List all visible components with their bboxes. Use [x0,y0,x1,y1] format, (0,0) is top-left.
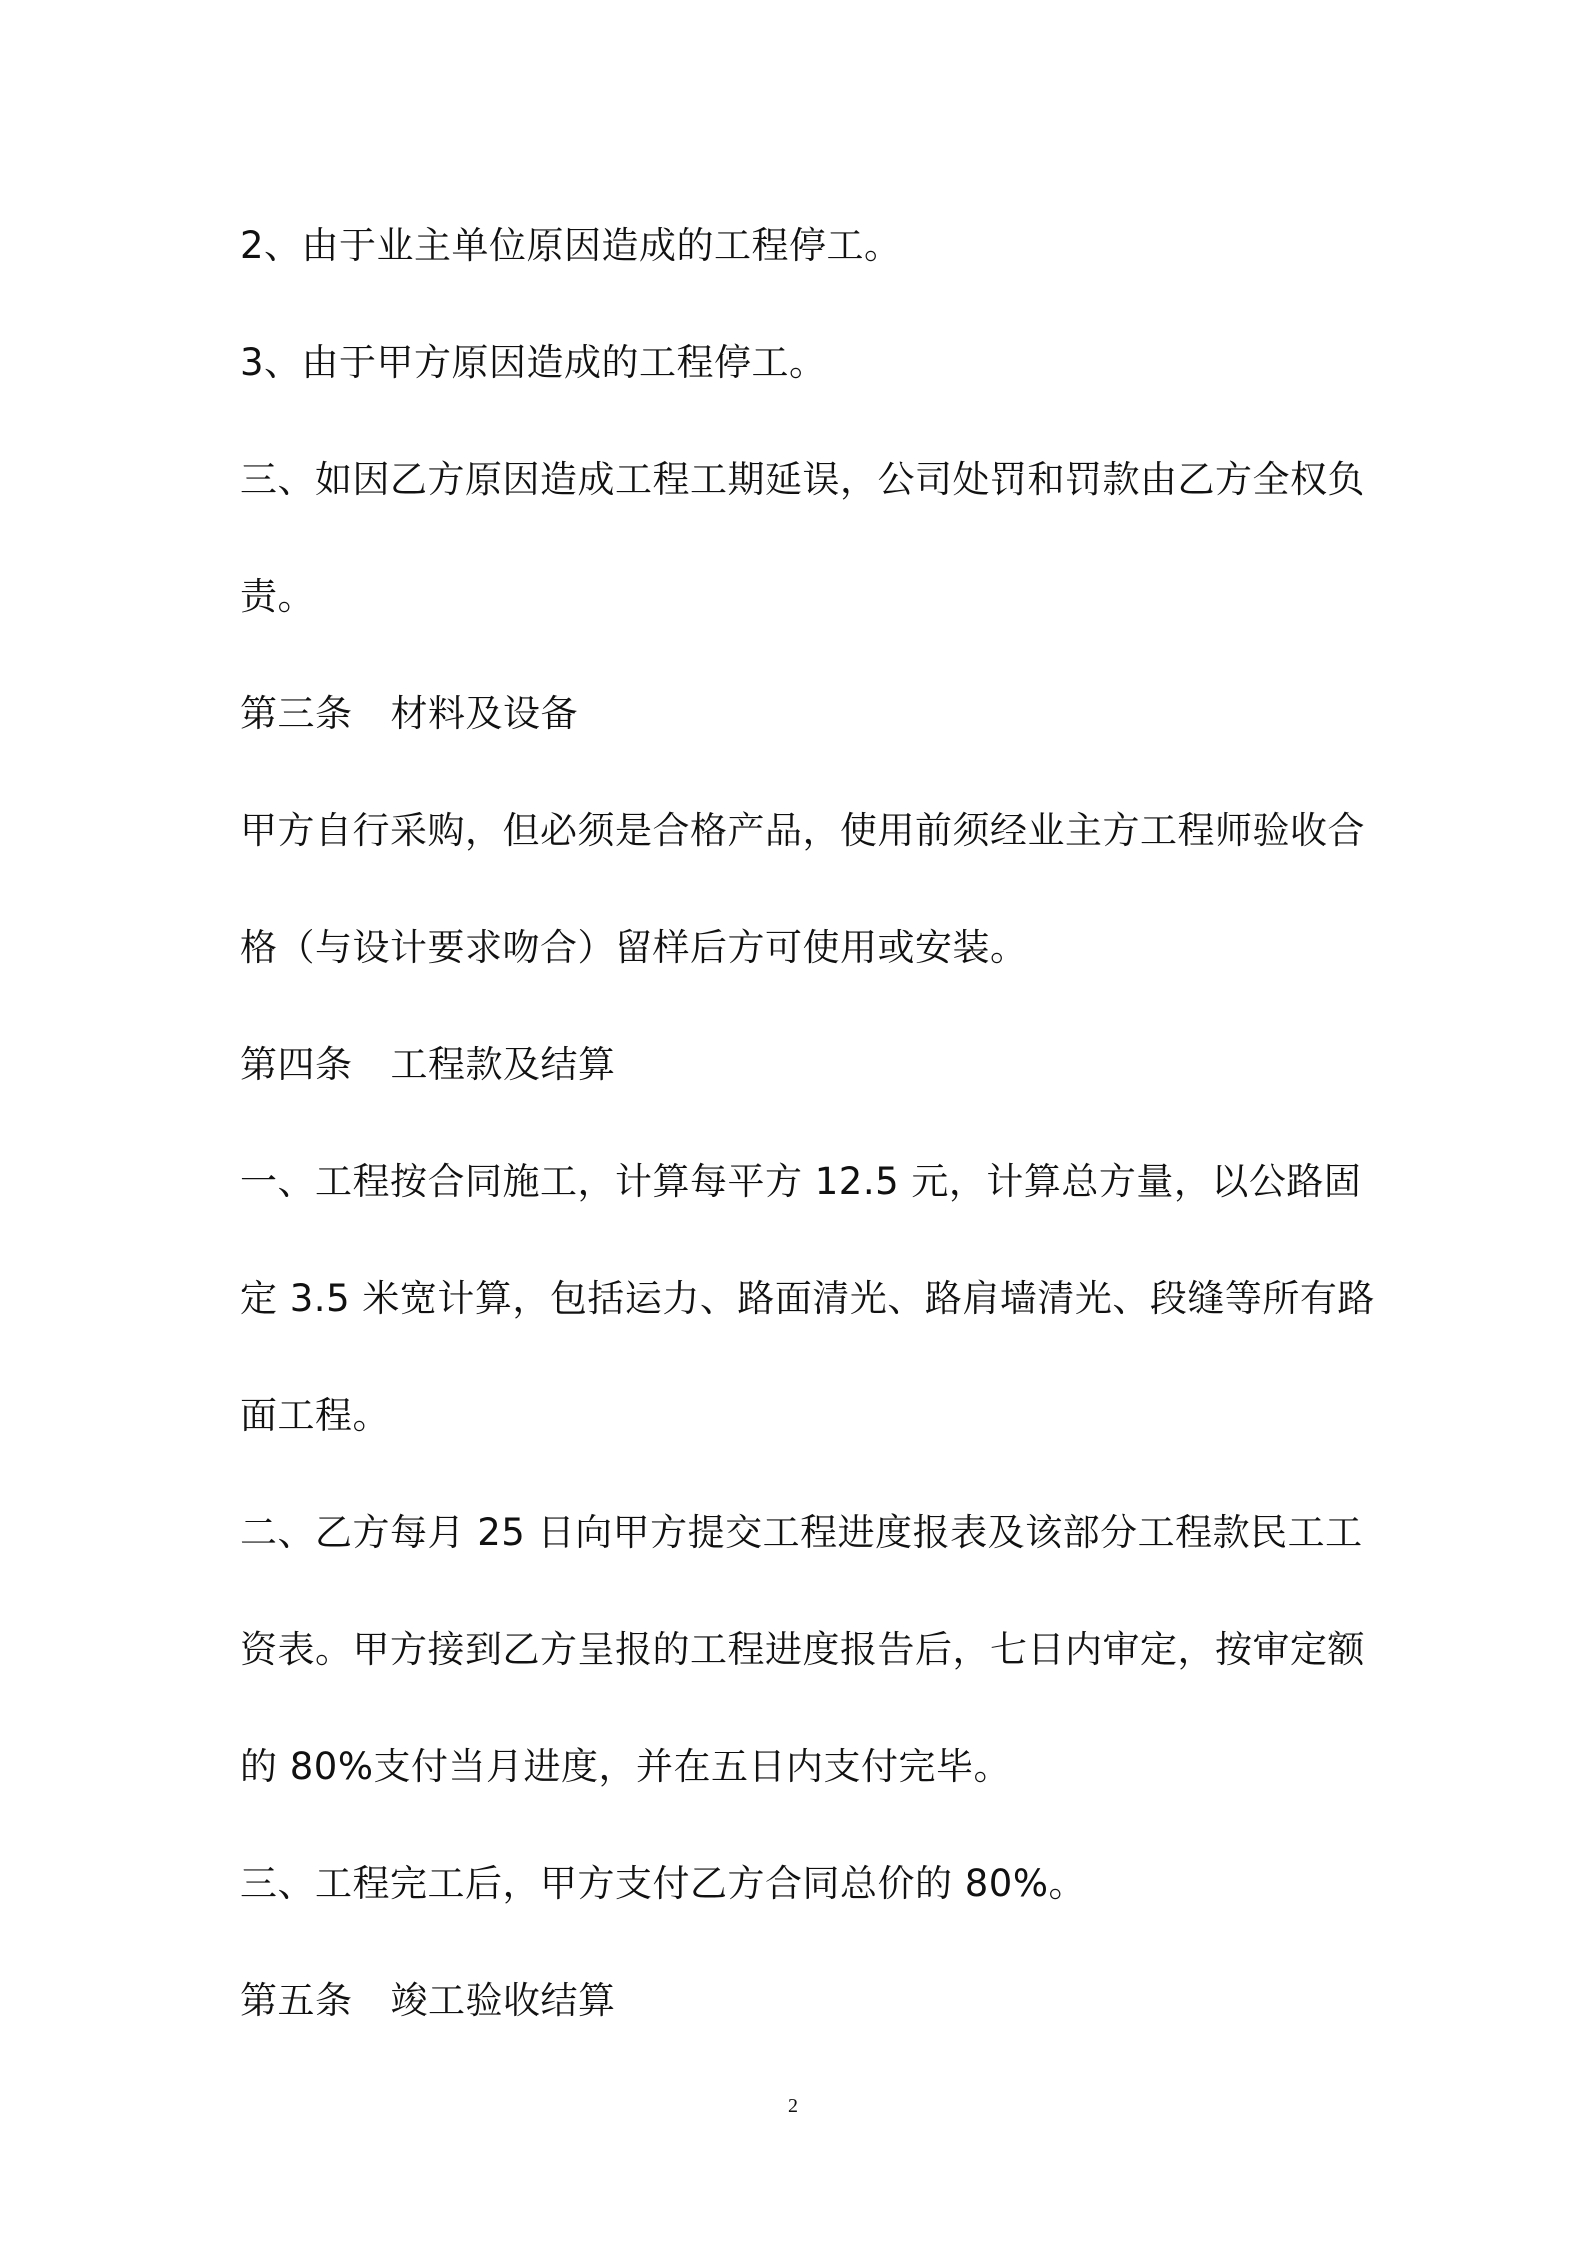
section-heading-5 [240,1977,616,2025]
paragraph-line: 甲方自行采购，但必须是合格产品，使用前须经业主方工程师验收合 [240,809,1365,852]
paragraph-line: 格（与设计要求吻合）留样后方可使用或安装。 [240,926,1028,969]
paragraph-line: 资表。甲方接到乙方呈报的工程进度报告后，七日内审定，按审定额 [240,1628,1365,1671]
section-title: 材料及设备 [390,692,578,735]
paragraph-line: 2、由于业主单位原因造成的工程停工。 [240,224,902,267]
section-number: 第五条 [240,1979,353,2022]
paragraph-line: 责。 [240,575,315,618]
paragraph-line: 二、乙方每月 25 日向甲方提交工程进度报表及该部分工程款民工工 [240,1511,1363,1554]
section-number: 第四条 [240,1043,353,1086]
paragraph-line: 面工程。 [240,1394,390,1437]
paragraph-line: 定 3.5 米宽计算，包括运力、路面清光、路肩墙清光、段缝等所有路 [240,1277,1375,1320]
paragraph-line: 三、如因乙方原因造成工程工期延误，公司处罚和罚款由乙方全权负 [240,458,1365,501]
paragraph-line: 3、由于甲方原因造成的工程停工。 [240,341,827,384]
paragraph-line: 三、工程完工后，甲方支付乙方合同总价的 80%。 [240,1862,1086,1905]
section-title: 竣工验收结算 [390,1979,616,2022]
page-number: 2 [788,2095,798,2117]
section-number: 第三条 [240,692,353,735]
paragraph-line: 的 80%支付当月进度，并在五日内支付完毕。 [240,1745,1011,1788]
section-title: 工程款及结算 [390,1043,616,1086]
paragraph-line: 一、工程按合同施工，计算每平方 12.5 元，计算总方量，以公路固 [240,1160,1362,1203]
section-heading-4 [240,1041,616,1089]
section-heading-3 [240,690,578,738]
